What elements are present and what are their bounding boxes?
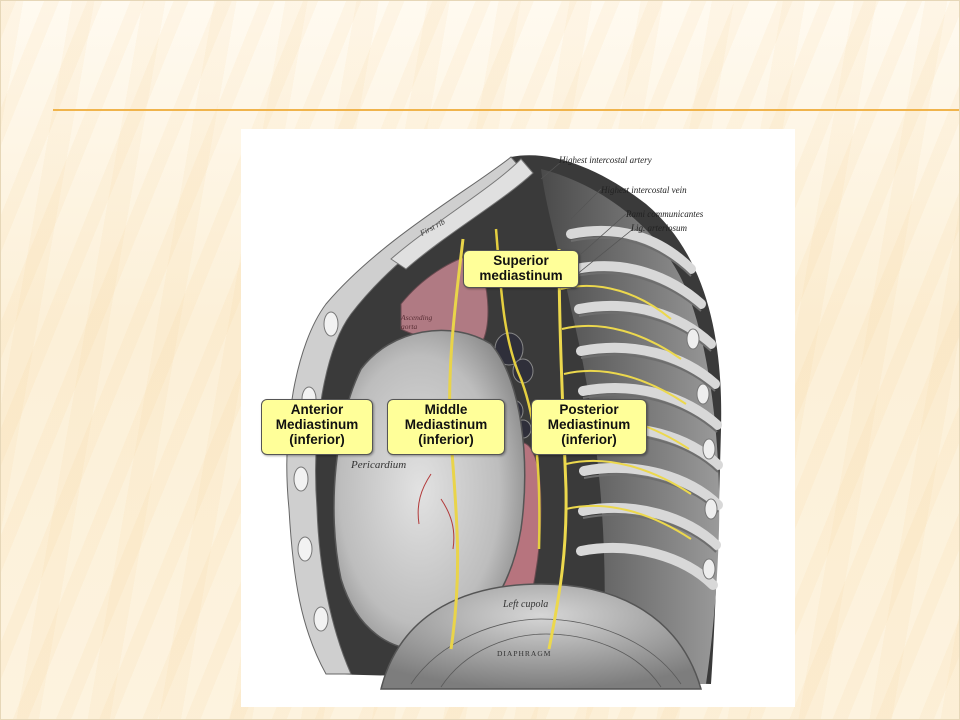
left-cupola-label: Left cupola bbox=[503, 599, 549, 610]
title-underline bbox=[53, 109, 959, 111]
ascending-aorta-label: Ascending aorta bbox=[401, 313, 433, 331]
pericardium-label: Pericardium bbox=[351, 459, 407, 471]
superior-mediastinum-label: Superior mediastinum bbox=[463, 250, 579, 288]
posterior-mediastinum-label: Posterior Mediastinum (inferior) bbox=[531, 399, 647, 455]
middle-mediastinum-label: Middle Mediastinum (inferior) bbox=[387, 399, 505, 455]
annotation-highest-intercostal-artery: Highest intercostal artery bbox=[559, 155, 652, 165]
anatomy-illustration bbox=[241, 129, 795, 707]
anterior-mediastinum-label: Anterior Mediastinum (inferior) bbox=[261, 399, 373, 455]
annotation-rami-communicantes: Rami communicantes bbox=[626, 209, 704, 219]
diaphragm-label: DIAPHRAGM bbox=[497, 649, 552, 658]
first-rib-label: First rib bbox=[418, 217, 447, 238]
annotation-lig-arteriosum: Lig. arteriosum bbox=[631, 223, 688, 233]
annotation-highest-intercostal-vein: Highest intercostal vein bbox=[601, 185, 687, 195]
